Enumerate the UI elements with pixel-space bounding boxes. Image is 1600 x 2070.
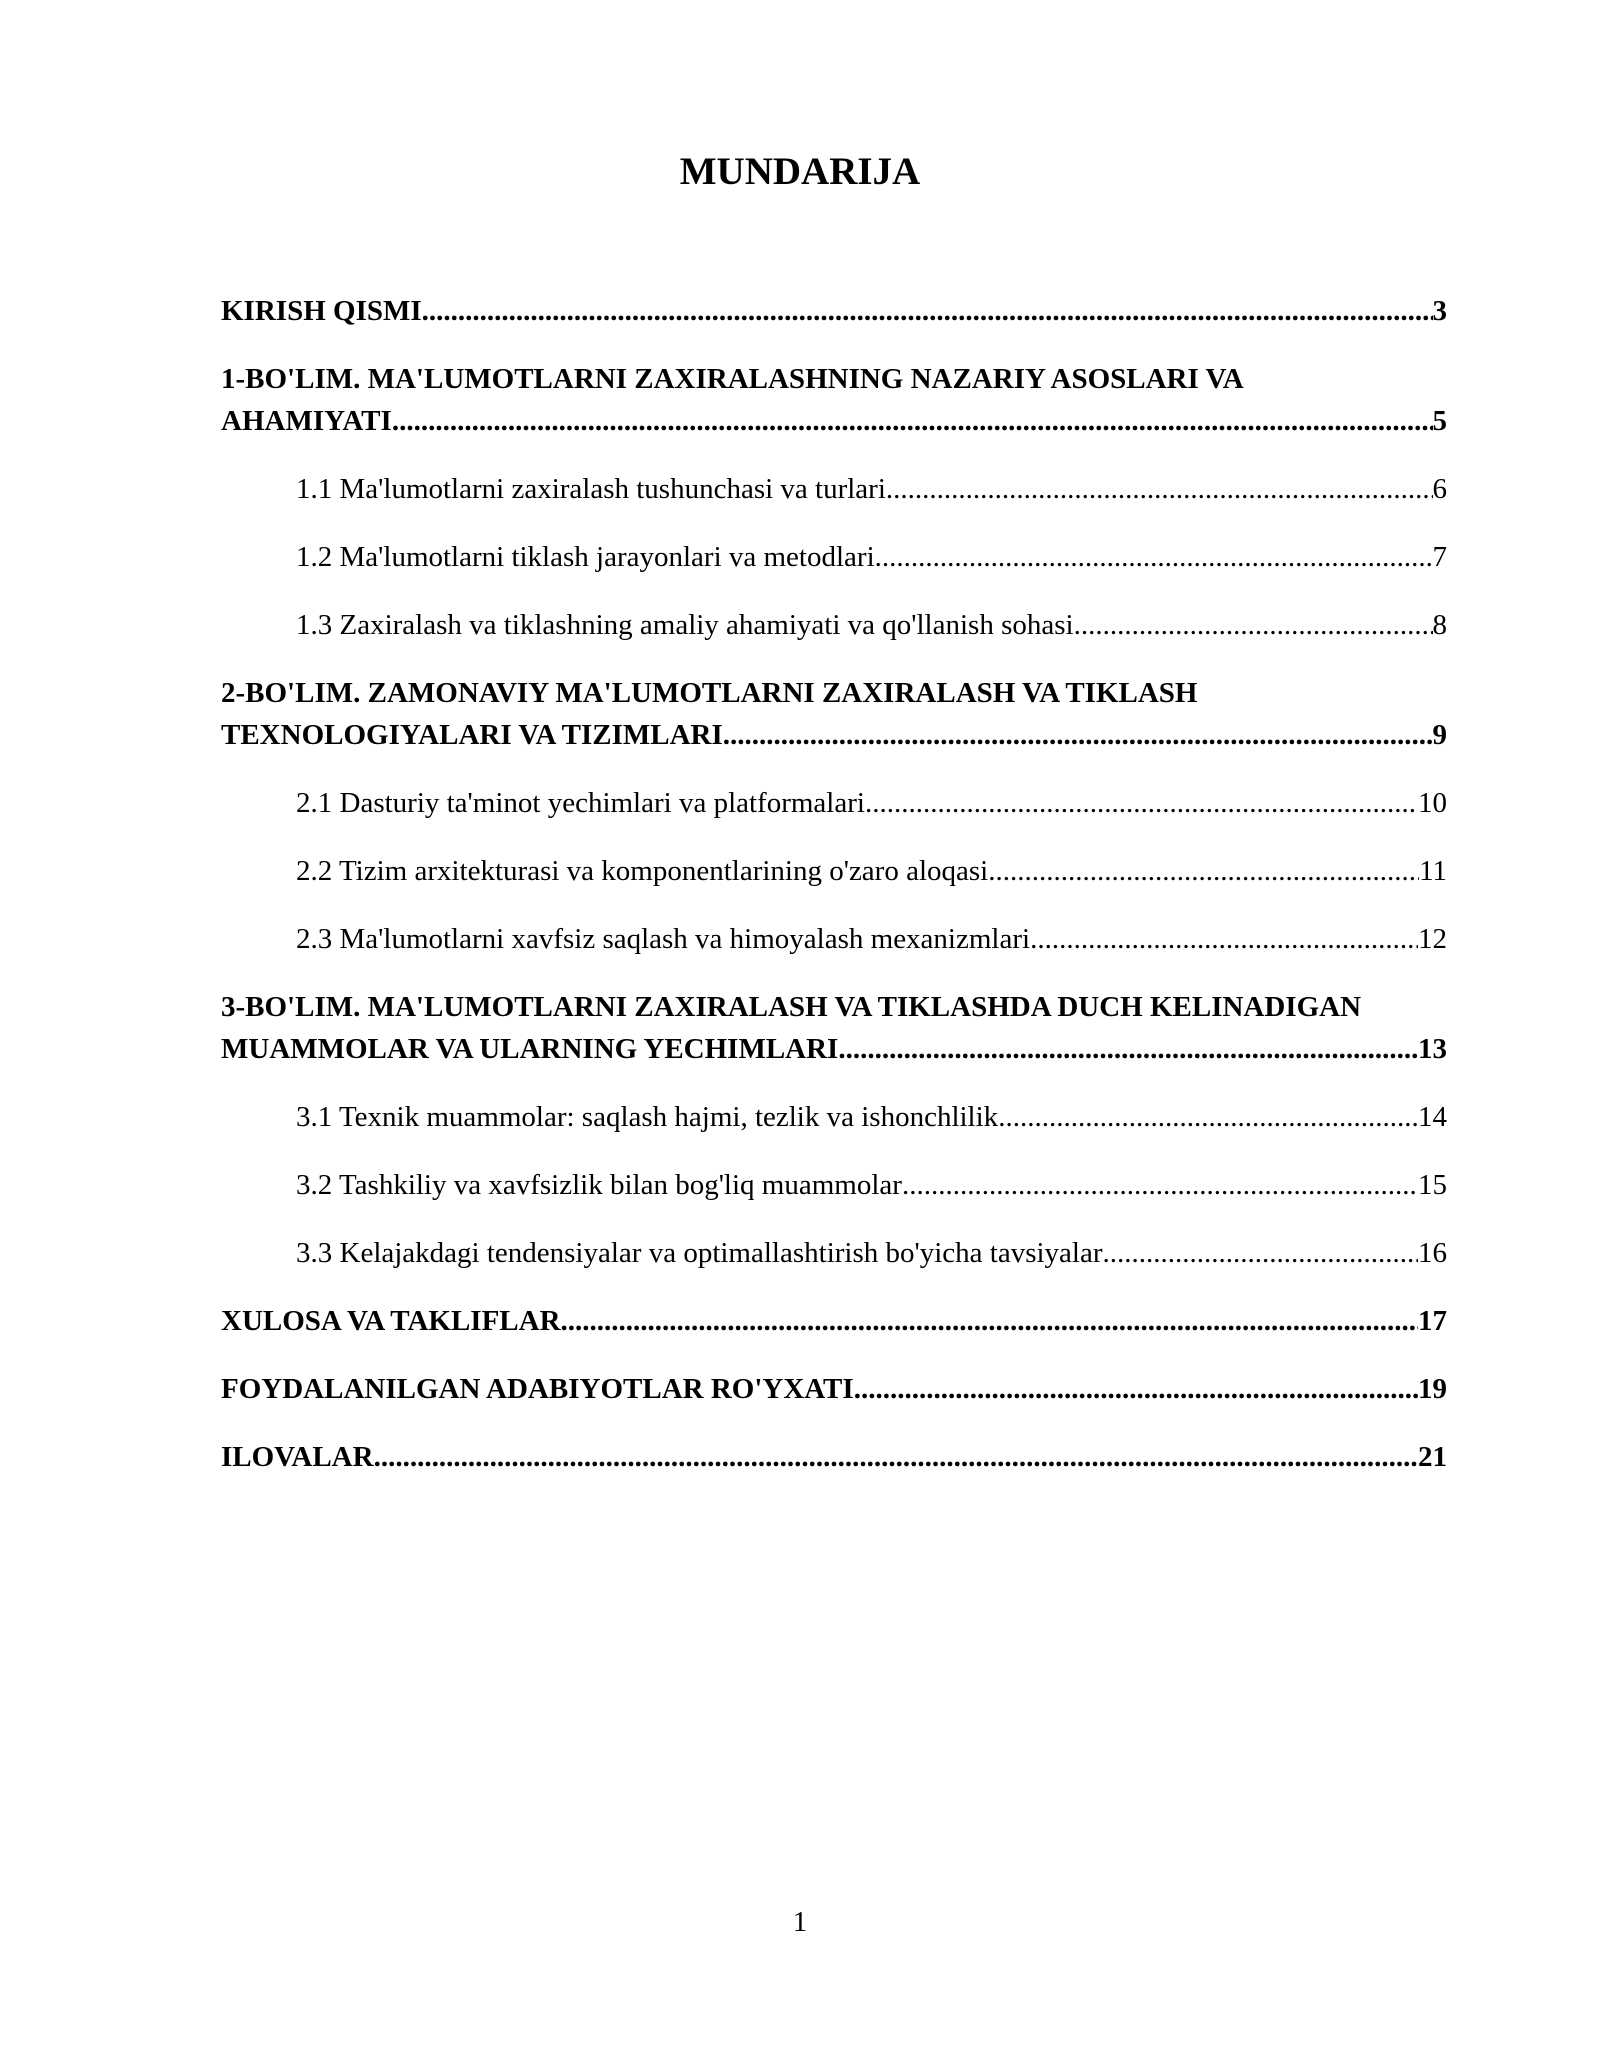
toc-entry-page: 14 [1418, 1101, 1447, 1133]
dot-leader [886, 468, 1433, 510]
toc-entry-introduction[interactable] [221, 290, 1447, 332]
toc-entry-page: 7 [1432, 541, 1447, 573]
toc-entry-page: 8 [1432, 609, 1447, 641]
toc-entry-label: 3.2 Tashkiliy va xavfsizlik bilan bog'liq muammolar [296, 1169, 902, 1201]
toc-entry-chapter-2[interactable] [221, 672, 1447, 756]
dot-leader [865, 782, 1418, 824]
dot-leader [723, 714, 1433, 756]
dot-leader [1103, 1232, 1418, 1274]
toc-entry-page: 15 [1418, 1169, 1447, 1201]
dot-leader [854, 1368, 1418, 1410]
toc-entry-page: 10 [1418, 787, 1447, 819]
toc-entry-label-line-1: 1-BO'LIM. MA'LUMOTLARNI ZAXIRALASHNING NAZARIY ASOSLARI VA [221, 363, 1244, 395]
dot-leader [838, 1028, 1418, 1070]
toc-entry-page: 5 [1432, 405, 1447, 437]
toc-entry-label-line-1: 3-BO'LIM. MA'LUMOTLARNI ZAXIRALASH VA TIKLASHDA DUCH KELINADIGAN [221, 991, 1362, 1023]
toc-entry-label: 1.2 Ma'lumotlarni tiklash jarayonlari va metodlari [296, 541, 875, 573]
toc-entry-page: 12 [1418, 923, 1447, 955]
toc-entry-page: 11 [1419, 855, 1447, 887]
toc-entry-chapter-1[interactable] [221, 358, 1447, 442]
toc-entry-section-3-1[interactable] [221, 1096, 1447, 1138]
toc-entry-references[interactable] [221, 1368, 1447, 1410]
dot-leader [1030, 918, 1418, 960]
toc-entry-section-1-1[interactable] [221, 468, 1447, 510]
dot-leader [902, 1164, 1418, 1206]
toc-entry-label: XULOSA VA TAKLIFLAR [221, 1305, 561, 1337]
toc-entry-section-1-3[interactable] [221, 604, 1447, 646]
toc-entry-label: 1.1 Ma'lumotlarni zaxiralash tushunchasi va turlari [296, 473, 886, 505]
toc-entry-page: 21 [1418, 1441, 1447, 1473]
toc-entry-section-3-3[interactable] [221, 1232, 1447, 1274]
toc-entry-section-2-2[interactable] [221, 850, 1447, 892]
dot-leader [374, 1436, 1418, 1478]
dot-leader [422, 290, 1433, 332]
toc-entry-section-3-2[interactable] [221, 1164, 1447, 1206]
dot-leader [875, 536, 1433, 578]
toc-entry-label: 3.3 Kelajakdagi tendensiyalar va optimallashtirish bo'yicha tavsiyalar [296, 1237, 1103, 1269]
toc-entry-label: KIRISH QISMI [221, 295, 422, 327]
toc-entry-conclusion[interactable] [221, 1300, 1447, 1342]
toc-entry-chapter-3[interactable] [221, 986, 1447, 1070]
dot-leader [392, 400, 1433, 442]
toc-entry-page: 13 [1418, 1033, 1447, 1065]
toc-entry-label: 3.1 Texnik muammolar: saqlash hajmi, tezlik va ishonchlilik [296, 1101, 999, 1133]
toc-entry-label: TEXNOLOGIYALARI VA TIZIMLARI [221, 719, 723, 751]
dot-leader [1074, 604, 1433, 646]
page-title: MUNDARIJA [679, 150, 921, 193]
toc-entry-label: ILOVALAR [221, 1441, 374, 1473]
dot-leader [998, 1096, 1418, 1138]
dot-leader [561, 1300, 1418, 1342]
toc-entry-section-1-2[interactable] [221, 536, 1447, 578]
toc-entry-page: 16 [1418, 1237, 1447, 1269]
toc-entry-label: 2.3 Ma'lumotlarni xavfsiz saqlash va himoyalash mexanizmlari [296, 923, 1031, 955]
toc-entry-label: FOYDALANILGAN ADABIYOTLAR RO'YXATI [221, 1373, 854, 1405]
toc-entry-page: 6 [1432, 473, 1447, 505]
toc-entry-page: 3 [1432, 295, 1447, 327]
toc-entry-section-2-3[interactable] [221, 918, 1447, 960]
dot-leader [988, 850, 1419, 892]
toc-entry-label: MUAMMOLAR VA ULARNING YECHIMLARI [221, 1033, 839, 1065]
toc-entry-label: 2.1 Dasturiy ta'minot yechimlari va platformalari [296, 787, 865, 819]
page-number: 1 [792, 1906, 808, 1938]
toc-entry-page: 9 [1432, 719, 1447, 751]
toc-entry-label: 2.2 Tizim arxitekturasi va komponentlarining o'zaro aloqasi [296, 855, 989, 887]
toc-entry-label: AHAMIYATI [221, 405, 392, 437]
toc-entry-label: 1.3 Zaxiralash va tiklashning amaliy ahamiyati va qo'llanish sohasi [296, 609, 1074, 641]
toc-entry-appendices[interactable] [221, 1436, 1447, 1478]
toc-entry-page: 17 [1418, 1305, 1447, 1337]
toc-entry-section-2-1[interactable] [221, 782, 1447, 824]
table-of-contents [221, 290, 1447, 1504]
toc-entry-label-line-1: 2-BO'LIM. ZAMONAVIY MA'LUMOTLARNI ZAXIRALASH VA TIKLASH [221, 677, 1198, 709]
toc-entry-page: 19 [1418, 1373, 1447, 1405]
